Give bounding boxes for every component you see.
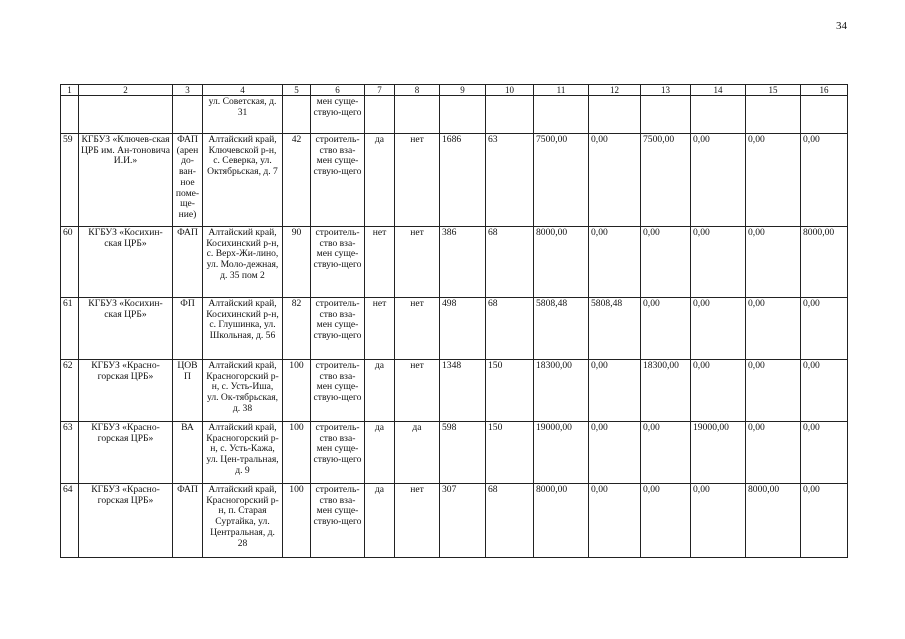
column-number: 8 xyxy=(395,85,440,96)
address: Алтайский край, Красногорский р-н, с. Усть-Кажа, ул. Цен-тральная, д. 9 xyxy=(203,422,283,484)
col-16-amount: 0,00 xyxy=(801,484,848,558)
col-12-amount: 5808,48 xyxy=(589,298,641,360)
col-16-amount: 0,00 xyxy=(801,422,848,484)
col-11-amount: 19000,00 xyxy=(534,422,589,484)
col-11-amount: 5808,48 xyxy=(534,298,589,360)
col-7-value: да xyxy=(365,134,395,227)
col-9-value: 386 xyxy=(440,227,486,298)
institution-name: КГБУЗ «Косихин-ская ЦРБ» xyxy=(79,227,173,298)
facilities-table xyxy=(60,84,848,558)
table-row xyxy=(61,96,848,134)
col-13-amount: 0,00 xyxy=(641,227,691,298)
col-5-value: 100 xyxy=(283,360,311,422)
work-type: строитель-ство вза-мен суще-ствую-щего xyxy=(311,134,365,227)
facility-type: ФАП xyxy=(173,227,203,298)
col-12-amount: 0,00 xyxy=(589,422,641,484)
col-13-amount: 18300,00 xyxy=(641,360,691,422)
col-8-value xyxy=(395,96,440,134)
col-8-value: нет xyxy=(395,484,440,558)
col-7-value: нет xyxy=(365,227,395,298)
column-number: 7 xyxy=(365,85,395,96)
column-number: 4 xyxy=(203,85,283,96)
col-12-amount: 0,00 xyxy=(589,360,641,422)
col-7-value: да xyxy=(365,422,395,484)
col-16-amount: 0,00 xyxy=(801,360,848,422)
column-number: 3 xyxy=(173,85,203,96)
column-number: 1 xyxy=(61,85,79,96)
col-9-value: 1348 xyxy=(440,360,486,422)
column-number: 2 xyxy=(79,85,173,96)
institution-name: КГБУЗ «Красно-горская ЦРБ» xyxy=(79,484,173,558)
col-12-amount: 0,00 xyxy=(589,134,641,227)
facility-type: ФАП (арен до-ван-ное поме-ще-ние) xyxy=(173,134,203,227)
col-9-value: 307 xyxy=(440,484,486,558)
col-10-value: 68 xyxy=(486,484,534,558)
col-11-amount xyxy=(534,96,589,134)
col-5-value: 82 xyxy=(283,298,311,360)
col-13-amount: 0,00 xyxy=(641,484,691,558)
col-14-amount: 19000,00 xyxy=(691,422,746,484)
column-number: 6 xyxy=(311,85,365,96)
col-13-amount: 7500,00 xyxy=(641,134,691,227)
col-12-amount xyxy=(589,96,641,134)
row-number: 62 xyxy=(61,360,79,422)
col-13-amount: 0,00 xyxy=(641,298,691,360)
col-14-amount: 0,00 xyxy=(691,227,746,298)
facility-type: ВА xyxy=(173,422,203,484)
col-10-value: 63 xyxy=(486,134,534,227)
column-number: 12 xyxy=(589,85,641,96)
col-10-value: 150 xyxy=(486,422,534,484)
address: ул. Советская, д. 31 xyxy=(203,96,283,134)
col-15-amount xyxy=(746,96,801,134)
col-15-amount: 0,00 xyxy=(746,298,801,360)
address: Алтайский край, Косихинский р-н, с. Глушинка, ул. Школьная, д. 56 xyxy=(203,298,283,360)
row-number: 64 xyxy=(61,484,79,558)
work-type: строитель-ство вза-мен суще-ствую-щего xyxy=(311,484,365,558)
col-10-value: 68 xyxy=(486,298,534,360)
col-13-amount xyxy=(641,96,691,134)
column-number: 9 xyxy=(440,85,486,96)
col-5-value: 90 xyxy=(283,227,311,298)
col-7-value: да xyxy=(365,484,395,558)
row-number xyxy=(61,96,79,134)
facility-type: ЦОВ П xyxy=(173,360,203,422)
col-15-amount: 0,00 xyxy=(746,360,801,422)
col-15-amount: 0,00 xyxy=(746,422,801,484)
table-row xyxy=(61,227,848,298)
work-type: строитель-ство вза-мен суще-ствую-щего xyxy=(311,360,365,422)
col-7-value: да xyxy=(365,360,395,422)
col-5-value xyxy=(283,96,311,134)
page-number: 34 xyxy=(836,20,847,32)
work-type: строитель-ство вза-мен суще-ствую-щего xyxy=(311,298,365,360)
col-14-amount: 0,00 xyxy=(691,134,746,227)
col-16-amount: 0,00 xyxy=(801,134,848,227)
address: Алтайский край, Красногорский р-н, с. Усть-Иша, ул. Ок-тябрьская, д. 38 xyxy=(203,360,283,422)
institution-name: КГБУЗ «Красно-горская ЦРБ» xyxy=(79,360,173,422)
col-8-value: нет xyxy=(395,134,440,227)
table-row xyxy=(61,422,848,484)
col-11-amount: 7500,00 xyxy=(534,134,589,227)
facility-type: ФАП xyxy=(173,484,203,558)
col-14-amount: 0,00 xyxy=(691,360,746,422)
column-number: 13 xyxy=(641,85,691,96)
col-10-value: 150 xyxy=(486,360,534,422)
facility-type: ФП xyxy=(173,298,203,360)
column-number: 15 xyxy=(746,85,801,96)
institution-name: КГБУЗ «Ключев-ская ЦРБ им. Ан-тоновича И.И.» xyxy=(79,134,173,227)
col-5-value: 100 xyxy=(283,484,311,558)
col-9-value: 598 xyxy=(440,422,486,484)
col-8-value: нет xyxy=(395,227,440,298)
institution-name: КГБУЗ «Косихин-ская ЦРБ» xyxy=(79,298,173,360)
facility-type xyxy=(173,96,203,134)
col-16-amount xyxy=(801,96,848,134)
column-number: 11 xyxy=(534,85,589,96)
col-16-amount: 8000,00 xyxy=(801,227,848,298)
table-row xyxy=(61,298,848,360)
work-type: строитель-ство вза-мен суще-ствую-щего xyxy=(311,227,365,298)
col-7-value xyxy=(365,96,395,134)
col-15-amount: 0,00 xyxy=(746,134,801,227)
address: Алтайский край, Ключевской р-н, с. Северка, ул. Октябрьская, д. 7 xyxy=(203,134,283,227)
col-8-value: нет xyxy=(395,360,440,422)
column-number: 16 xyxy=(801,85,848,96)
row-number: 61 xyxy=(61,298,79,360)
table-row xyxy=(61,134,848,227)
col-14-amount: 0,00 xyxy=(691,298,746,360)
col-14-amount: 0,00 xyxy=(691,484,746,558)
col-11-amount: 8000,00 xyxy=(534,227,589,298)
column-number: 5 xyxy=(283,85,311,96)
col-12-amount: 0,00 xyxy=(589,227,641,298)
col-13-amount: 0,00 xyxy=(641,422,691,484)
institution-name: КГБУЗ «Красно-горская ЦРБ» xyxy=(79,422,173,484)
row-number: 60 xyxy=(61,227,79,298)
col-16-amount: 0,00 xyxy=(801,298,848,360)
col-9-value: 498 xyxy=(440,298,486,360)
col-11-amount: 18300,00 xyxy=(534,360,589,422)
col-15-amount: 8000,00 xyxy=(746,484,801,558)
col-15-amount: 0,00 xyxy=(746,227,801,298)
col-5-value: 100 xyxy=(283,422,311,484)
work-type: строитель-ство вза-мен суще-ствую-щего xyxy=(311,422,365,484)
col-5-value: 42 xyxy=(283,134,311,227)
col-8-value: нет xyxy=(395,298,440,360)
col-12-amount: 0,00 xyxy=(589,484,641,558)
column-number-row xyxy=(61,85,848,96)
col-14-amount xyxy=(691,96,746,134)
col-9-value xyxy=(440,96,486,134)
col-7-value: нет xyxy=(365,298,395,360)
col-10-value: 68 xyxy=(486,227,534,298)
column-number: 10 xyxy=(486,85,534,96)
col-9-value: 1686 xyxy=(440,134,486,227)
col-11-amount: 8000,00 xyxy=(534,484,589,558)
col-8-value: да xyxy=(395,422,440,484)
table-row xyxy=(61,484,848,558)
column-number: 14 xyxy=(691,85,746,96)
address: Алтайский край, Косихинский р-н, с. Верх-Жи-лино, ул. Моло-дежная, д. 35 пом 2 xyxy=(203,227,283,298)
table-row xyxy=(61,360,848,422)
institution-name xyxy=(79,96,173,134)
row-number: 63 xyxy=(61,422,79,484)
row-number: 59 xyxy=(61,134,79,227)
address: Алтайский край, Красногорский р-н, п. Старая Суртайка, ул. Центральная, д. 28 xyxy=(203,484,283,558)
col-10-value xyxy=(486,96,534,134)
work-type: мен суще-ствую-щего xyxy=(311,96,365,134)
